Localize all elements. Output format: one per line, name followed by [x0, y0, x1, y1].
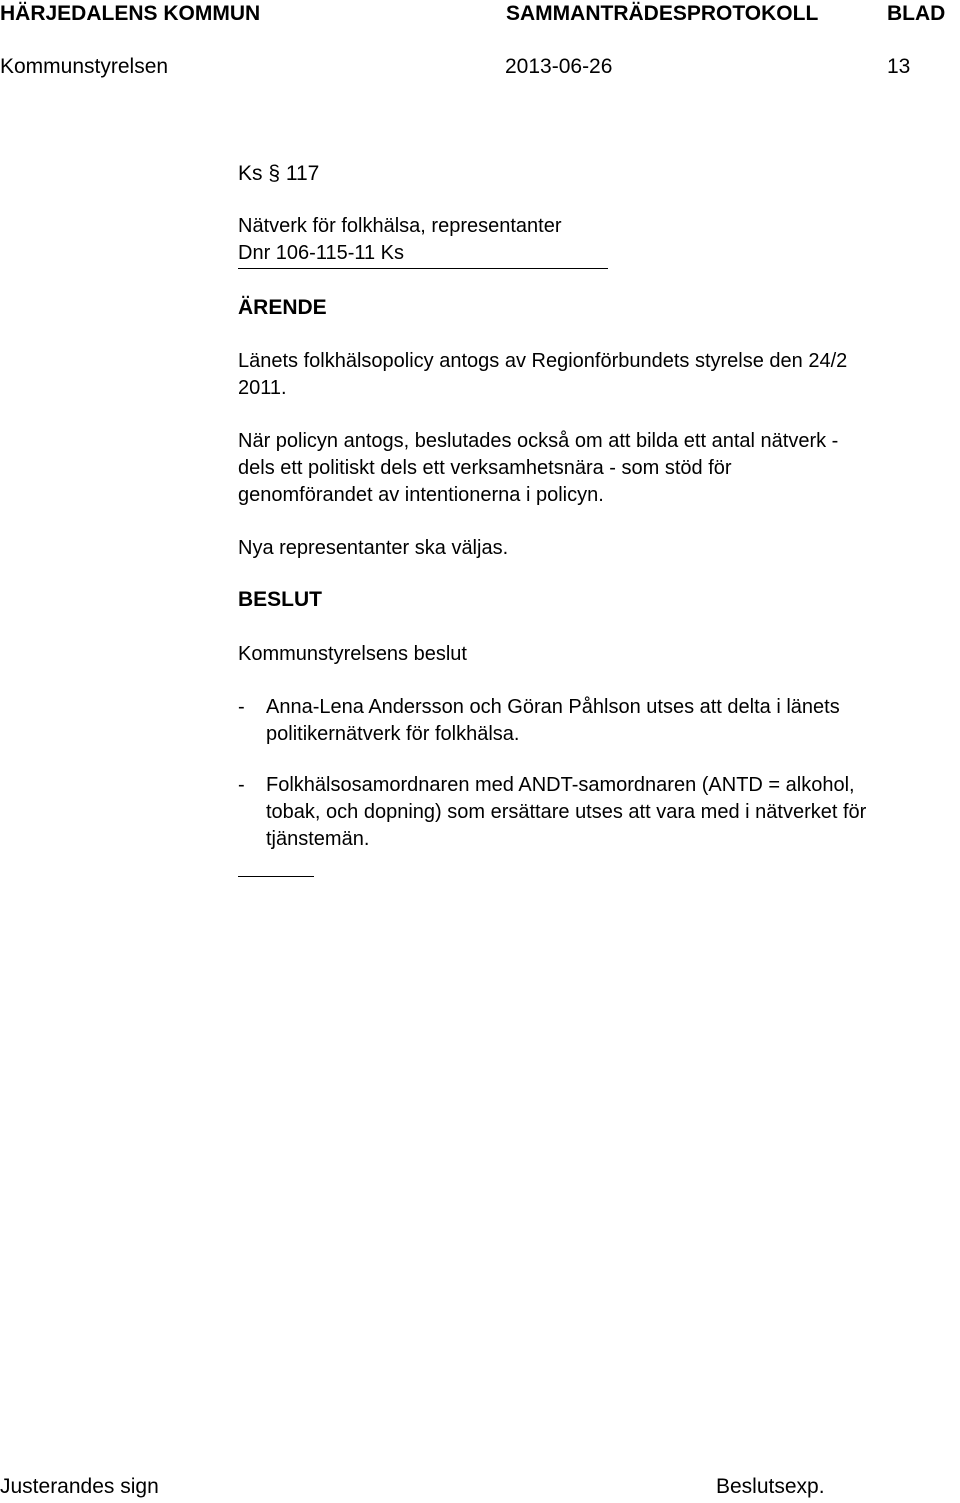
arende-heading: ÄRENDE	[238, 296, 327, 319]
beslut-heading: BESLUT	[238, 588, 322, 611]
doc-type: SAMMANTRÄDESPROTOKOLL	[506, 2, 819, 25]
beslut-item-1-line1: Anna-Lena Andersson och Göran Påhlson utses att delta i länets	[266, 696, 840, 718]
beslut-item-2-dash: -	[238, 774, 245, 796]
body-name: Kommunstyrelsen	[0, 55, 169, 78]
arende-para1-line1: Länets folkhälsopolicy antogs av Regionförbundets styrelse den 24/2	[238, 350, 848, 372]
beslut-item-1-dash: -	[238, 696, 245, 718]
end-rule	[238, 876, 314, 877]
arende-para2-line1: När policyn antogs, beslutades också om att bilda ett antal nätverk -	[238, 430, 839, 452]
footer-justerandes-sign: Justerandes sign	[0, 1475, 159, 1498]
title-underline	[238, 268, 608, 269]
meeting-date: 2013-06-26	[505, 55, 613, 78]
arende-para1-line2: 2011.	[238, 377, 287, 399]
blad-label: BLAD	[887, 2, 946, 25]
item-dnr: Dnr 106-115-11 Ks	[238, 242, 405, 264]
item-number: Ks § 117	[238, 162, 320, 185]
footer-beslutsexp: Beslutsexp.	[716, 1475, 825, 1498]
arende-para3: Nya representanter ska väljas.	[238, 537, 509, 559]
arende-para2-line3: genomförandet av intentionerna i policyn.	[238, 484, 604, 506]
beslut-item-1-line2: politikernätverk för folkhälsa.	[266, 723, 520, 745]
arende-para2-line2: dels ett politiskt dels ett verksamhetsnära - som stöd för	[238, 457, 732, 479]
item-title: Nätverk för folkhälsa, representanter	[238, 215, 562, 237]
beslut-item-2-line2: tobak, och dopning) som ersättare utses att vara med i nätverket för	[266, 801, 867, 823]
beslut-subheading: Kommunstyrelsens beslut	[238, 643, 467, 665]
page-number: 13	[887, 55, 911, 78]
beslut-item-2-line1: Folkhälsosamordnaren med ANDT-samordnaren (ANTD = alkohol,	[266, 774, 855, 796]
org-name: HÄRJEDALENS KOMMUN	[0, 2, 261, 25]
beslut-item-2-line3: tjänstemän.	[266, 828, 370, 850]
